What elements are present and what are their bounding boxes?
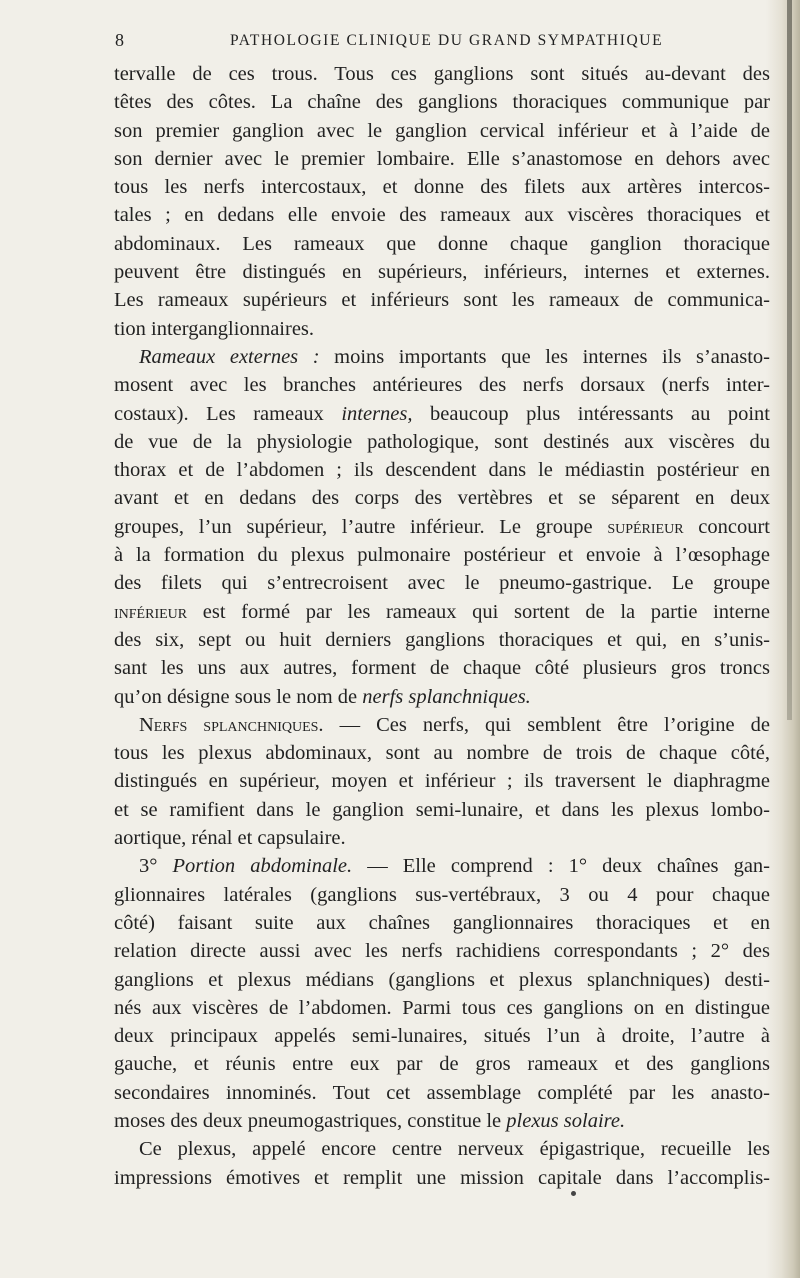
text-line: côté) faisant suite aux chaînes ganglionnaires thoraciques et en <box>114 911 770 934</box>
text-run: qu’on désigne sous le nom de <box>114 685 363 708</box>
text-line: Ce plexus, appelé encore centre nerveux épigastrique, recueille les <box>139 1138 770 1161</box>
text-line: et se ramifient dans le ganglion semi-lunaire, et dans les plexus lombo- <box>114 798 770 821</box>
text-line: distingués en supérieur, moyen et inférieur ; ils traversent le diaphragme <box>114 770 770 793</box>
text-line: secondaires innominés. Tout cet assemblage complété par les anasto- <box>114 1081 770 1104</box>
text-run: costaux). Les rameaux <box>114 402 342 425</box>
text-line: glionnaires latérales (ganglions sus-vertébraux, 3 ou 4 pour chaque <box>114 883 770 906</box>
text-line <box>114 343 770 371</box>
text-line: à la formation du plexus pulmonaire postérieur et envoie à l’œsophage <box>114 544 770 567</box>
text-line: gauche, et réunis entre eux par de gros rameaux et des ganglions <box>114 1053 770 1076</box>
text-run: concourt <box>683 515 770 538</box>
text-line <box>114 683 770 711</box>
text-line: sant les uns aux autres, forment de chaque côté plusieurs gros troncs <box>114 657 770 680</box>
text-line: avant et en dedans des corps des vertèbres et se séparent en deux <box>114 487 770 510</box>
small-caps-run: Nerfs splanchniques. <box>139 713 324 736</box>
text-line: son dernier avec le premier lombaire. Elle s’anastomose en dehors avec <box>114 147 770 170</box>
text-line: tales ; en dedans elle envoie des rameaux aux viscères thoraciques et <box>114 204 770 227</box>
text-line: Les rameaux supérieurs et inférieurs sont les rameaux de communica- <box>114 289 770 312</box>
text-line: thorax et de l’abdomen ; ils descendent dans le médiastin postérieur en <box>114 459 770 482</box>
text-line: tous les plexus abdominaux, sont au nombre de trois de chaque côté, <box>114 742 770 765</box>
text-run: moins importants que les internes ils s’anasto- <box>319 345 770 368</box>
text-line: des six, sept ou huit derniers ganglions thoraciques et qui, en s’unis- <box>114 628 770 651</box>
page-number: 8 <box>115 30 125 50</box>
text-run: moses des deux pneumogastriques, constitue le <box>114 1109 507 1132</box>
text-line: son premier ganglion avec le ganglion cervical inférieur et à l’aide de <box>114 119 770 142</box>
text-run: est formé par les rameaux qui sortent de la partie interne <box>187 600 770 623</box>
text-line <box>114 852 770 880</box>
ink-speck <box>571 1191 576 1196</box>
text-line: de vue de la physiologie pathologique, sont destinés aux viscères du <box>114 430 770 453</box>
text-line: tous les nerfs intercostaux, et donne des filets aux artères intercos- <box>114 176 770 199</box>
text-line <box>114 1107 770 1135</box>
text-line <box>114 513 770 541</box>
text-line: abdominaux. Les rameaux que donne chaque ganglion thoracique <box>114 232 770 255</box>
text-run: — Ces nerfs, qui semblent être l’origine de <box>323 713 770 736</box>
text-run: 3° <box>139 855 173 878</box>
text-line: deux principaux appelés semi-lunaires, situés l’un à droite, l’autre à <box>114 1025 770 1048</box>
text-run: — Elle comprend : 1° deux chaînes gan- <box>352 855 770 878</box>
text-line: nés aux viscères de l’abdomen. Parmi tous ces ganglions on en distingue <box>114 996 770 1019</box>
text-line: peuvent être distingués en supérieurs, inférieurs, internes et externes. <box>114 261 770 284</box>
text-line <box>114 711 770 739</box>
binding-edge <box>787 0 792 720</box>
italic-run: Portion abdominale. <box>172 855 353 878</box>
text-run: groupes, l’un supérieur, l’autre inférieur. Le groupe <box>114 515 608 538</box>
text-line: impressions émotives et remplit une mission capitale dans l’accomplis- <box>114 1166 770 1189</box>
text-line: tervalle de ces trous. Tous ces ganglions sont situés au-devant des <box>114 63 770 85</box>
text-line: ganglions et plexus médians (ganglions et plexus splanchniques) desti- <box>114 968 770 991</box>
small-caps-run: inférieur <box>114 600 188 623</box>
page-header <box>115 30 765 56</box>
text-line: aortique, rénal et capsulaire. <box>114 827 346 850</box>
italic-run: Rameaux externes : <box>139 345 320 368</box>
running-head: PATHOLOGIE CLINIQUE DU GRAND SYMPATHIQUE <box>230 32 664 49</box>
text-line <box>114 598 770 626</box>
text-line <box>114 400 770 428</box>
italic-run: nerfs splanchniques. <box>362 685 531 708</box>
italic-run: plexus solaire. <box>506 1109 626 1132</box>
text-run: beaucoup plus intéressants au point <box>412 402 770 425</box>
italic-run: internes, <box>341 402 413 425</box>
text-line: relation directe aussi avec les nerfs rachidiens correspondants ; 2° des <box>114 940 770 963</box>
small-caps-run: supérieur <box>607 515 684 538</box>
text-line: têtes des côtes. La chaîne des ganglions thoraciques communique par <box>114 91 770 114</box>
page-edge-shadow <box>766 0 800 1278</box>
text-line: mosent avec les branches antérieures des nerfs dorsaux (nerfs inter- <box>114 374 770 397</box>
text-line: tion interganglionnaires. <box>114 317 315 340</box>
body-text <box>114 60 770 1192</box>
text-line: des filets qui s’entrecroisent avec le pneumo-gastrique. Le groupe <box>114 572 770 595</box>
